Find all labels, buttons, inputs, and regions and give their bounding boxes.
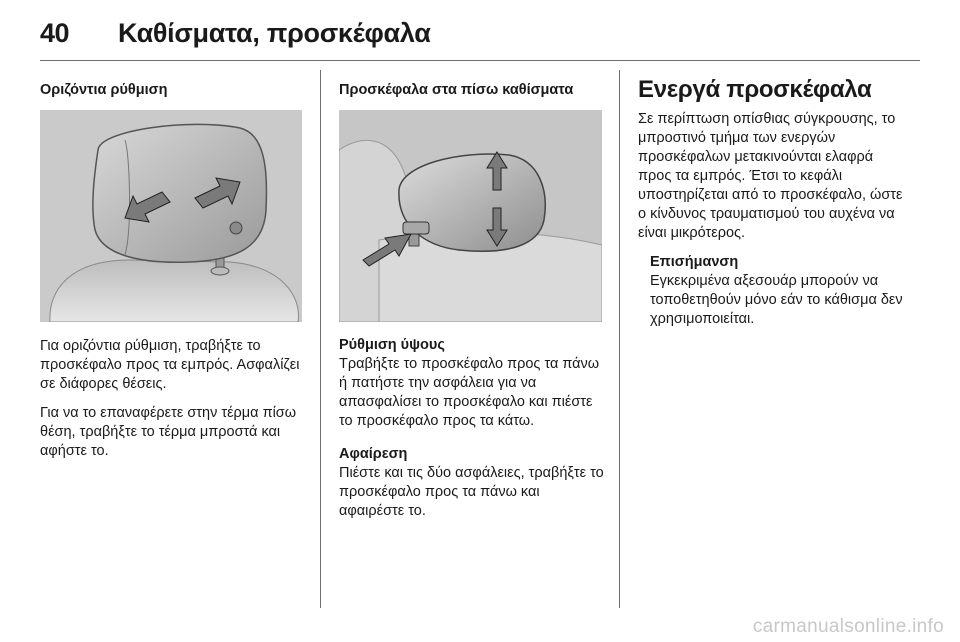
note-title: Επισήμανση xyxy=(650,254,739,270)
note-text: Εγκεκριμένα αξεσουάρ μπορούν να τοποθετηθούν μόνο εάν το κάθισμα δεν χρησιμοποιείται. xyxy=(650,273,903,327)
column-rear-headrests xyxy=(339,66,604,531)
column-divider-1 xyxy=(320,70,321,608)
header-rule xyxy=(40,60,920,61)
page-title: Καθίσματα, προσκέφαλα xyxy=(118,18,431,48)
paragraph-removal: Πιέστε και τις δύο ασφάλειες, τραβήξτε το προσκέφαλο προς τα πάνω και αφαιρέστε το. xyxy=(339,465,604,519)
note-box xyxy=(650,253,910,329)
column-horizontal-adjust xyxy=(40,66,302,471)
paragraph-horizontal-2: Για να το επαναφέρετε στην τέρμα πίσω θέση, τραβήξτε το τέρμα μπροστά και αφήστε το. xyxy=(40,405,297,459)
page-number: 40 xyxy=(40,18,70,48)
watermark: carmanualsonline.info xyxy=(752,616,944,637)
section-heading-removal: Αφαίρεση xyxy=(339,446,408,462)
page-header xyxy=(40,14,920,58)
headrest-horizontal-adjust-illustration xyxy=(40,110,302,322)
section-heading-rear: Προσκέφαλα στα πίσω καθίσματα xyxy=(339,82,574,98)
column-active-headrests xyxy=(638,66,910,329)
paragraph-height: Τραβήξτε το προσκέφαλο προς τα πάνω ή πατήστε την ασφάλεια για να απασφαλίσει το προσκέφαλο και πιέστε το προσκέφαλο προς τα κάτω. xyxy=(339,356,600,429)
rear-headrest-height-adjust-illustration xyxy=(339,110,602,322)
paragraph-active: Σε περίπτωση οπίσθιας σύγκρουσης, το μπροστινό τμήμα των ενεργών προσκέφαλων μετακινούνται ελαφρά προς τα εμπρός. Έτσι το κεφάλι υποστηρίζεται από το προσκέφαλο, ώστε ο κίνδυνος τραυματισμού του αυχένα να είναι μικρότερος. xyxy=(638,111,903,241)
section-heading-horizontal: Οριζόντια ρύθμιση xyxy=(40,82,168,98)
paragraph-horizontal-1: Για οριζόντια ρύθμιση, τραβήξτε το προσκέφαλο προς τα εμπρός. Ασφαλίζει σε διάφορες θέσεις. xyxy=(40,338,300,392)
section-heading-active: Ενεργά προσκέφαλα xyxy=(638,76,872,103)
column-divider-2 xyxy=(619,70,620,608)
section-heading-height: Ρύθμιση ύψους xyxy=(339,337,445,353)
